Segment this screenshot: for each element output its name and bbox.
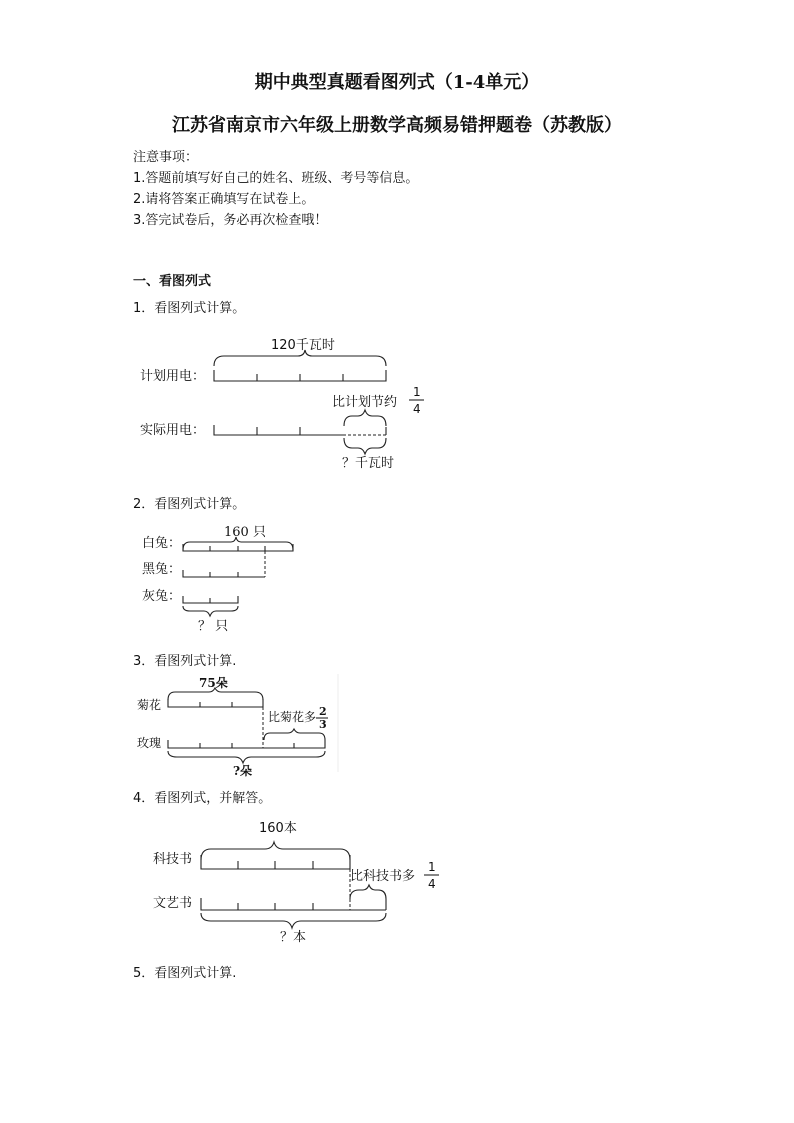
q1-side-text: 比计划节约 [332, 395, 398, 410]
question-5-label: 5．看图列式计算. [133, 966, 237, 981]
q1-bottom-brace [344, 438, 386, 454]
question-3-label: 3．看图列式计算. [133, 654, 237, 669]
note-item-3: 3.答完试卷后，务必再次检查哦！ [133, 213, 328, 228]
q3-frac-den: 3 [319, 718, 327, 731]
q4-side-text: 比科技书多 [350, 869, 416, 884]
question-3-diagram [133, 672, 343, 782]
q4-bottom-brace [201, 913, 386, 928]
question-2-diagram [138, 520, 318, 640]
q4-row1-label: 科技书 [153, 852, 193, 867]
page-subtitle: 江苏省南京市六年级上册数学高频易错押题卷（苏教版） [172, 115, 622, 136]
q4-total-label: 160本 [259, 821, 297, 836]
q4-frac-den: 4 [428, 877, 436, 891]
q4-row2-label: 文艺书 [153, 896, 193, 911]
q3-question-label: ?朵 [233, 764, 253, 778]
q4-art-bar [201, 898, 386, 910]
note-item-1: 1.答题前填写好自己的姓名、班级、考号等信息。 [133, 171, 419, 186]
q2-bottom-brace [183, 606, 238, 616]
question-1-label: 1．看图列式计算。 [133, 301, 246, 316]
q1-frac-num: 1 [413, 385, 421, 399]
q3-row2-label: 玫瑰 [137, 736, 162, 750]
question-1-diagram [130, 330, 450, 475]
notes-heading: 注意事项： [133, 150, 199, 165]
q4-more-brace [350, 885, 386, 910]
q1-actual-bar [214, 425, 343, 435]
q3-total-label: 75朵 [199, 676, 228, 690]
q2-row1-label: 白兔： [142, 536, 182, 551]
q1-saving-top-brace [344, 410, 386, 426]
question-4-diagram [145, 815, 455, 950]
q3-rose-bar [168, 740, 325, 748]
q2-total-label: 160 只 [224, 525, 266, 540]
question-4-label: 4．看图列式，并解答。 [133, 791, 272, 806]
question-2-label: 2．看图列式计算。 [133, 497, 246, 512]
q3-more-brace [264, 729, 325, 740]
q2-question-label: ？ 只 [198, 619, 229, 634]
q3-side-text: 比菊花多 [268, 710, 317, 724]
section-title: 一、看图列式 [133, 274, 212, 289]
q3-row1-label: 菊花 [137, 698, 162, 712]
page-title: 期中典型真题看图列式（1-4单元） [254, 72, 540, 93]
q4-frac-num: 1 [428, 860, 436, 874]
q1-row2-label: 实际用电： [140, 423, 206, 438]
q4-top-brace [201, 842, 350, 860]
q1-frac-den: 4 [413, 402, 421, 416]
q4-question-label: ？本 [280, 930, 307, 945]
q3-top-brace [168, 688, 263, 700]
q2-row3-label: 灰兔： [142, 589, 182, 604]
q3-chrys-bar [168, 699, 263, 707]
q1-question-label: ？千瓦时 [342, 456, 395, 471]
q1-row1-label: 计划用电： [140, 369, 206, 384]
q2-black-bar [183, 570, 265, 577]
q1-total-label: 120千瓦时 [271, 338, 335, 353]
q2-row2-label: 黑兔： [142, 562, 182, 577]
q3-bottom-brace [168, 751, 325, 763]
note-item-2: 2.请将答案正确填写在试卷上。 [133, 192, 315, 207]
q3-frac-num: 2 [319, 705, 327, 718]
